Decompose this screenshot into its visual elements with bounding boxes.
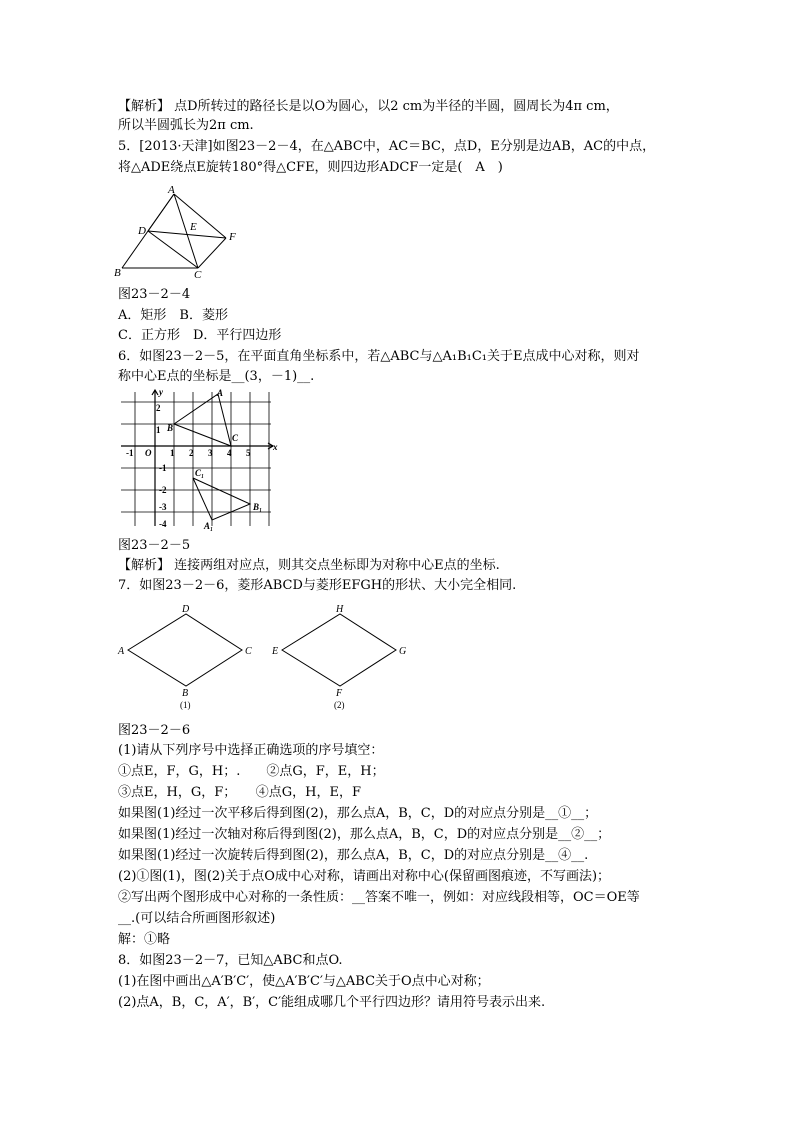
text-line: (1)请从下列序号中选择正确选项的序号填空： <box>118 743 384 758</box>
label-C: C <box>194 269 202 280</box>
x-tick: -1 <box>126 448 134 458</box>
y-tick: -3 <box>159 502 167 512</box>
text-line: (2)点A，B，C，A′，B′，C′能组成哪几个平行四边形？请用符号表示出来. <box>118 995 546 1010</box>
caption-1: (1) <box>180 700 191 710</box>
axis-y-label: y <box>159 387 163 397</box>
text-line: 如果图(1)经过一次旋转后得到图(2)，那么点A，B，C，D的对应点分别是__④__. <box>118 848 589 863</box>
figure-23-2-4 <box>112 184 242 280</box>
y-tick: 2 <box>156 403 161 413</box>
text-line: 7．如图23－2－6，菱形ABCD与菱形EFGH的形状、大小完全相同. <box>118 578 517 593</box>
caption-2: (2) <box>334 700 345 710</box>
text-line: 【解析】 点D所转过的路径长是以O为圆心，以2 cm为半径的半圆，圆周长为4π cm， <box>118 99 619 114</box>
label-F: F <box>229 231 236 243</box>
text-line: 所以半圆弧长为2π cm. <box>118 118 254 133</box>
rhombus1-B: B <box>182 688 189 699</box>
figure-23-2-5 <box>118 386 278 532</box>
point-C-label: C <box>232 433 239 443</box>
label-A: A <box>168 184 175 196</box>
rhombus2-H: H <box>336 604 344 615</box>
rhombus1-D: D <box>182 604 190 615</box>
figure-caption: 图23－2－4 <box>118 287 191 302</box>
rhombus1-C: C <box>245 646 252 657</box>
rhombus2-G: G <box>399 646 407 657</box>
y-tick: -4 <box>159 519 167 529</box>
text-line: ①点E，F，G，H；. ②点G，F，E，H； <box>118 764 385 779</box>
y-tick: -2 <box>159 485 167 495</box>
point-C1-label: C₁ <box>195 468 205 478</box>
y-tick: 1 <box>156 425 161 435</box>
text-line: 解：①略 <box>118 932 171 947</box>
figure-caption: 图23－2－5 <box>118 538 191 553</box>
point-A1-label: A₁ <box>204 521 214 531</box>
point-B-label: B <box>167 423 174 433</box>
text-line: ②写出两个图形成中心对称的一条性质：__答案不唯一，例如：对应线段相等，OC＝OE等 <box>118 890 640 905</box>
text-line: (1)在图中画出△A′B′C′，使△A′B′C′与△ABC关于O点中心对称； <box>118 974 490 989</box>
text-line: C．正方形 D．平行四边形 <box>118 328 282 343</box>
rhombus2-E: E <box>272 646 279 657</box>
label-B: B <box>114 267 121 279</box>
text-line: 如果图(1)经过一次轴对称后得到图(2)，那么点A，B，C，D的对应点分别是__②__； <box>118 827 611 842</box>
rhombus1-A: A <box>118 646 125 657</box>
text-line: __.(可以结合所画图形叙述) <box>118 911 276 926</box>
origin-label: O <box>145 448 152 458</box>
text-line: 8．如图23－2－7，已知△ABC和点O. <box>118 953 343 968</box>
point-A-label: A <box>217 388 224 398</box>
label-E: E <box>190 221 197 233</box>
y-tick: -1 <box>159 463 167 473</box>
label-D: D <box>138 225 146 237</box>
text-line: 6．如图23－2－5，在平面直角坐标系中，若△ABC与△A₁B₁C₁关于E点成中心对称，则对 <box>118 349 640 364</box>
point-B1-label: B₁ <box>253 502 263 512</box>
axis-x-label: x <box>273 442 278 452</box>
text-line: 5．[2013·天津]如图23－2－4，在△ABC中，AC＝BC，点D，E分别是边AB，AC的中点， <box>118 139 656 154</box>
text-line: ③点E，H，G，F； ④点G，H，E，F <box>118 785 361 800</box>
figure-caption: 图23－2－6 <box>118 723 191 738</box>
x-tick: 4 <box>227 448 232 458</box>
figure-23-2-6 <box>112 602 412 710</box>
text-line: 【解析】 连接两组对应点，则其交点坐标即为对称中心E点的坐标. <box>118 558 500 573</box>
text-line: A．矩形 B．菱形 <box>118 308 228 323</box>
text-line: 如果图(1)经过一次平移后得到图(2)，那么点A，B，C，D的对应点分别是__①__； <box>118 806 598 821</box>
text-line: 称中心E点的坐标是__(3，－1)__. <box>118 369 315 384</box>
x-tick: 5 <box>246 448 251 458</box>
text-line: (2)①图(1)，图(2)关于点O成中心对称，请画出对称中心(保留画图痕迹，不写画法)； <box>118 869 611 884</box>
x-tick: 1 <box>170 448 175 458</box>
text-line: 将△ADE绕点E旋转180°得△CFE，则四边形ADCF一定是( A ) <box>118 160 503 175</box>
x-tick: 3 <box>208 448 213 458</box>
x-tick: 2 <box>189 448 194 458</box>
rhombus2-F: F <box>336 688 343 699</box>
